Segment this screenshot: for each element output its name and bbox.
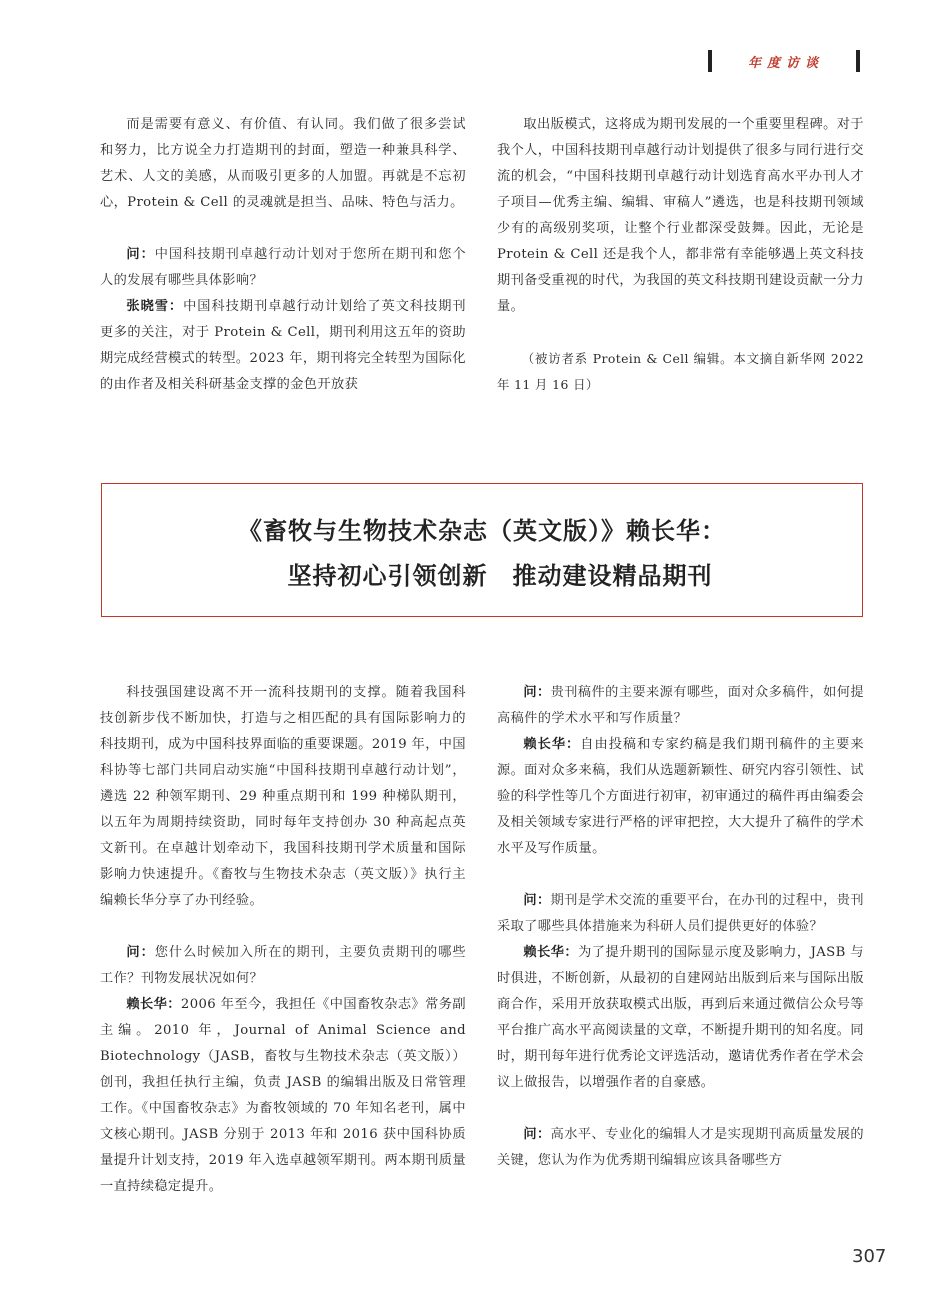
interview-answer xyxy=(497,940,864,1096)
question-text: 您什么时候加入所在的期刊，主要负责期刊的哪些工作？刊物发展状况如何？ xyxy=(100,945,466,986)
question-label: 问： xyxy=(126,945,155,960)
speaker-name: 张晓雪： xyxy=(126,299,184,314)
paragraph-gap xyxy=(497,862,864,888)
bottom-right-column xyxy=(497,680,864,1174)
paragraph-gap xyxy=(497,320,864,346)
paragraph: 科技强国建设离不开一流科技期刊的支撑。随着我国科技创新步伐不断加快，打造与之相匹配的具有国际影响力的科技期刊，成为中国科技界面临的重要课题。2019 年，中国科协等七部门共同启动实施“中国科技期刊卓越行动计划”，遴选 22 种领军期刊、29 种重点期刊和 199 种梯队期刊，以五年为周期持续资助，同时每年支持创办 30 种高起点英文新刊。在卓越计划牵动下，我国科技期刊学术质量和国际影响力快速提升。《畜牧与生物技术杂志（英文版）》执行主编赖长华分享了办刊经验。 xyxy=(100,685,466,908)
interview-question xyxy=(100,242,466,294)
answer-text: 2006 年至今，我担任《中国畜牧杂志》常务副主编。2010 年，Journal of Animal Science and Biotechnology（JASB，畜牧与生物技术杂志（英文版））创刊，我担任执行主编，负责 JASB 的编辑出版及日常管理工作。《中国畜牧杂志》为畜牧领域的 70 年知名老刊，属中文核心期刊。JASB 分别于 2013 年和 2016 获中国科协质量提升计划支持，2019 年入选卓越领军期刊。两本期刊质量一直持续稳定提升。 xyxy=(100,997,467,1194)
speaker-name: 赖长华： xyxy=(126,997,181,1012)
section-header xyxy=(702,50,872,76)
interview-answer xyxy=(100,992,466,1200)
speaker-name: 赖长华： xyxy=(523,945,579,960)
paragraph-gap xyxy=(497,1096,864,1122)
source-note: （被访者系 Protein & Cell 编辑。本文摘自新华网 2022 年 11 月 16 日） xyxy=(497,351,864,392)
interview-answer xyxy=(100,294,466,398)
article-title-box xyxy=(101,483,863,617)
answer-text: 为了提升期刊的国际显示度及影响力，JASB 与时俱进，不断创新，从最初的自建网站出版到后来与国际出版商合作，采用开放获取模式出版，再到后来通过微信公众号等平台推广高水平高阅读量的文章，不断提升期刊的知名度。同时，期刊每年进行优秀论文评选活动，邀请优秀作者在学术会议上做报告，以增强作者的自豪感。 xyxy=(497,945,864,1090)
question-text: 高水平、专业化的编辑人才是实现期刊高质量发展的关键，您认为作为优秀期刊编辑应该具备哪些方 xyxy=(497,1127,864,1168)
article-title-line2: 坚持初心引领创新 推动建设精品期刊 xyxy=(287,562,713,590)
interview-answer xyxy=(497,732,864,862)
paragraph-gap xyxy=(100,216,466,242)
top-right-column xyxy=(497,112,864,398)
question-label: 问： xyxy=(523,1127,551,1142)
interview-question xyxy=(497,680,864,732)
interview-question xyxy=(497,1122,864,1174)
section-label: 年度访谈 xyxy=(747,56,824,71)
paragraph: 而是需要有意义、有价值、有认同。我们做了很多尝试和努力，比方说全力打造期刊的封面，塑造一种兼具科学、艺术、人文的美感，从而吸引更多的人加盟。再就是不忘初心，Protein & Cell 的灵魂就是担当、品味、特色与活力。 xyxy=(100,117,466,210)
answer-text: 自由投稿和专家约稿是我们期刊稿件的主要来源。面对众多来稿，我们从选题新颖性、研究内容引领性、试验的科学性等几个方面进行初审，初审通过的稿件再由编委会及相关领域专家进行严格的评审把控，大大提升了稿件的学术水平及写作质量。 xyxy=(497,737,864,856)
divider xyxy=(856,50,860,72)
page-number: 307 xyxy=(852,1246,887,1267)
question-text: 期刊是学术交流的重要平台，在办刊的过程中，贵刊采取了哪些具体措施来为科研人员们提供更好的体验？ xyxy=(497,893,864,934)
question-label: 问： xyxy=(126,247,155,262)
article-title-line1: 《畜牧与生物技术杂志（英文版）》赖长华： xyxy=(238,517,726,545)
question-label: 问： xyxy=(523,893,551,908)
question-label: 问： xyxy=(523,685,551,700)
question-text: 中国科技期刊卓越行动计划对于您所在期刊和您个人的发展有哪些具体影响？ xyxy=(100,247,466,288)
paragraph: 取出版模式，这将成为期刊发展的一个重要里程碑。对于我个人，中国科技期刊卓越行动计划提供了很多与同行进行交流的机会，“中国科技期刊卓越行动计划选育高水平办刊人才子项目—优秀主编、编辑、审稿人”遴选，也是科技期刊领域少有的高级别奖项，让整个行业都深受鼓舞。因此，无论是 Protein & Cell 还是我个人，都非常有幸能够遇上英文科技期刊备受重视的时代，为我国的英文科技期刊建设贡献一分力量。 xyxy=(497,117,864,314)
speaker-name: 赖长华： xyxy=(523,737,581,752)
question-text: 贵刊稿件的主要来源有哪些，面对众多稿件，如何提高稿件的学术水平和写作质量？ xyxy=(497,685,864,726)
answer-text: 中国科技期刊卓越行动计划给了英文科技期刊更多的关注，对于 Protein & Cell，期刊利用这五年的资助期完成经营模式的转型。2023 年，期刊将完全转型为国际化的由作者及相关科研基金支撑的金色开放获 xyxy=(100,299,466,392)
interview-question xyxy=(497,888,864,940)
bottom-left-column xyxy=(100,680,466,1200)
divider xyxy=(708,50,712,72)
paragraph-gap xyxy=(100,914,466,940)
top-left-column xyxy=(100,112,466,398)
interview-question xyxy=(100,940,466,992)
